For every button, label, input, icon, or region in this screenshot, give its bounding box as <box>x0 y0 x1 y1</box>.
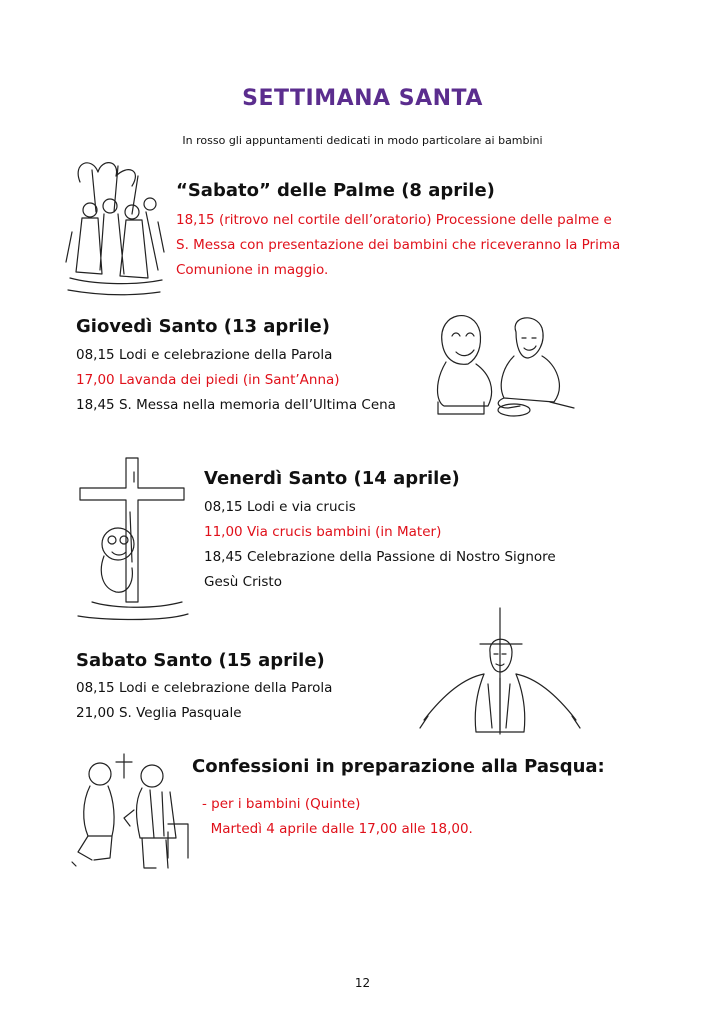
schedule-line: 08,15 Lodi e celebrazione della Parola <box>76 347 333 363</box>
page-subtitle: In rosso gli appuntamenti dedicati in modo particolare ai bambini <box>182 134 543 147</box>
risen-christ-icon <box>414 604 584 736</box>
palm-procession-icon <box>62 152 166 300</box>
schedule-line: Martedì 4 aprile dalle 17,00 alle 18,00. <box>202 821 473 837</box>
schedule-line: 08,15 Lodi e celebrazione della Parola <box>76 680 333 696</box>
schedule-line: 18,15 (ritrovo nel cortile dell’oratorio) Processione delle palme e <box>176 212 612 228</box>
page-title: SETTIMANA SANTA <box>242 86 483 111</box>
schedule-line: 17,00 Lavanda dei piedi (in Sant’Anna) <box>76 372 340 388</box>
section-heading-sabato: Sabato Santo (15 aprile) <box>76 650 325 671</box>
schedule-line: - per i bambini (Quinte) <box>202 796 361 812</box>
confession-icon <box>64 748 192 876</box>
schedule-line: Comunione in maggio. <box>176 262 329 278</box>
schedule-line: 18,45 Celebrazione della Passione di Nostro Signore <box>204 549 556 565</box>
section-heading-confessioni: Confessioni in preparazione alla Pasqua: <box>192 756 605 777</box>
schedule-line: Gesù Cristo <box>204 574 282 590</box>
section-heading-venerdi: Venerdì Santo (14 aprile) <box>204 468 460 489</box>
schedule-line: 11,00 Via crucis bambini (in Mater) <box>204 524 442 540</box>
schedule-line: 18,45 S. Messa nella memoria dell’Ultima Cena <box>76 397 396 413</box>
schedule-line: 08,15 Lodi e via crucis <box>204 499 356 515</box>
cross-icon <box>72 452 194 624</box>
schedule-line: S. Messa con presentazione dei bambini che riceveranno la Prima <box>176 237 621 253</box>
page-number: 12 <box>354 976 371 990</box>
schedule-line: 21,00 S. Veglia Pasquale <box>76 705 242 721</box>
section-heading-giovedi: Giovedì Santo (13 aprile) <box>76 316 330 337</box>
foot-washing-icon <box>424 302 584 422</box>
section-heading-palme: “Sabato” delle Palme (8 aprile) <box>176 180 495 201</box>
